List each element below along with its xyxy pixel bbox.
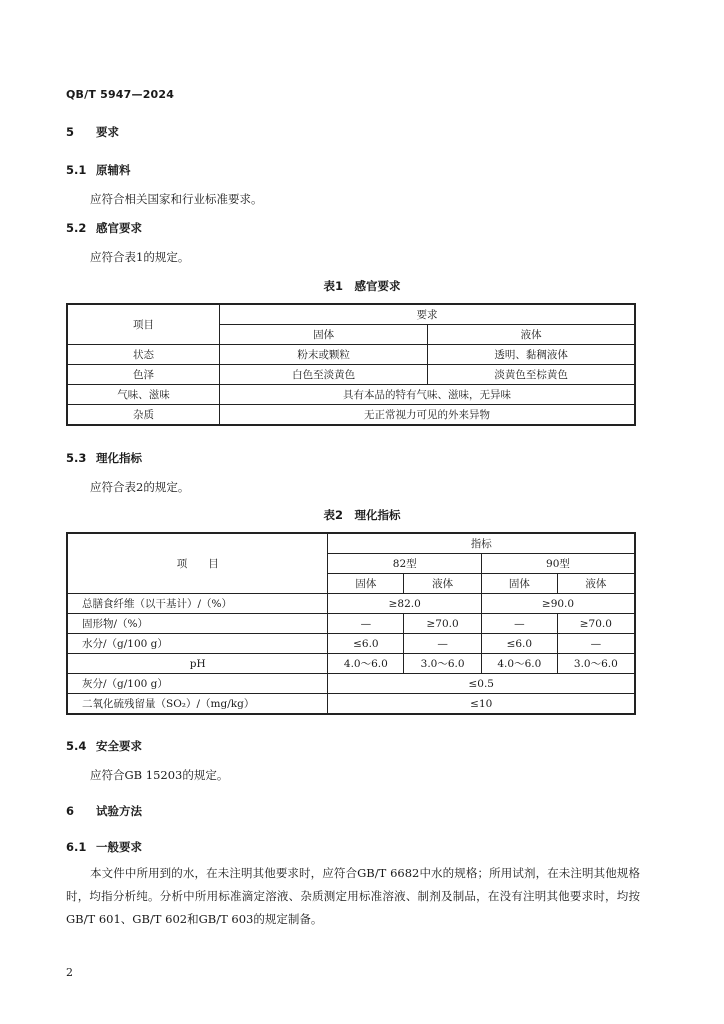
table-2-header-type90: 90型 [481, 554, 635, 574]
table-1-header-liquid: 液体 [428, 325, 635, 345]
table-2-caption: 表2 理化指标 [323, 508, 401, 522]
table-row: 气味、滋味 具有本品的特有气味、滋味，无异味 [67, 385, 635, 405]
table-row: 杂质 无正常视力可见的外来异物 [67, 405, 635, 426]
section-5-2-heading: 5.2 感官要求 [66, 221, 142, 235]
section-5-1-heading: 5.1 原辅料 [66, 163, 131, 177]
section-5-heading: 5 要求 [66, 125, 119, 139]
standard-number: QB/T 5947—2024 [66, 88, 175, 101]
table-row: 总膳食纤维（以干基计）/（%） ≥82.0 ≥90.0 [67, 594, 635, 614]
table-row: 色泽 白色至淡黄色 淡黄色至棕黄色 [67, 365, 635, 385]
table-1 [66, 303, 636, 426]
table-1-header-requirement: 要求 [219, 304, 635, 325]
section-5-4-text: 应符合GB 15203的规定。 [90, 768, 229, 782]
section-5-3-heading: 5.3 理化指标 [66, 451, 142, 465]
section-5-1-text: 应符合相关国家和行业标准要求。 [90, 192, 263, 206]
page-number: 2 [66, 966, 73, 979]
table-row: 状态 粉末或颗粒 透明、黏稠液体 [67, 345, 635, 365]
table-1-caption: 表1 感官要求 [323, 279, 401, 293]
section-6-1-heading: 6.1 一般要求 [66, 840, 142, 854]
section-6-heading: 6 试验方法 [66, 804, 142, 818]
section-5-2-text: 应符合表1的规定。 [90, 250, 190, 264]
table-2-header-item: 项 目 [67, 533, 328, 594]
section-5-3-text: 应符合表2的规定。 [90, 480, 190, 494]
table-row: pH 4.0～6.0 3.0～6.0 4.0～6.0 3.0～6.0 [67, 654, 635, 674]
table-row: 水分/（g/100 g） ≤6.0 — ≤6.0 — [67, 634, 635, 654]
table-2-header-index: 指标 [328, 533, 635, 554]
table-1-header-solid: 固体 [219, 325, 427, 345]
table-2-header-type82: 82型 [328, 554, 481, 574]
table-2: 项 目 指标 82型 90型 固体 液体 固体 液体 总膳食纤维（以干基计）/（%） ≥82.0 ≥90.0 固形物/（%） — ≥70.0 — ≥70.0 水分/（g/100 g） ≤6.0 — ≤6.0 — pH 4.0～6.0 3.0～6.0 4.0～6.0 3.0～6.0 灰分/（g/100 g） ≤0.5 二氧化硫残留量（SO₂）/（mg/kg） ≤10 [66, 532, 636, 715]
table-row: 二氧化硫残留量（SO₂）/（mg/kg） ≤10 [67, 694, 635, 715]
table-row: 固形物/（%） — ≥70.0 — ≥70.0 [67, 614, 635, 634]
section-6-1-text: 本文件中所用到的水，在未注明其他要求时，应符合GB/T 6682中水的规格；所用试剂，在未注明其他规格时，均指分析纯。分析中所用标准滴定溶液、杂质测定用标准溶液、制剂及制品，在没有注明其他要求时，均按GB/T 601、GB/T 602和GB/T 603的规定制备。 [66, 866, 640, 926]
table-1-header-item: 项目 [67, 304, 219, 345]
table-row: 灰分/（g/100 g） ≤0.5 [67, 674, 635, 694]
section-5-4-heading: 5.4 安全要求 [66, 739, 142, 753]
